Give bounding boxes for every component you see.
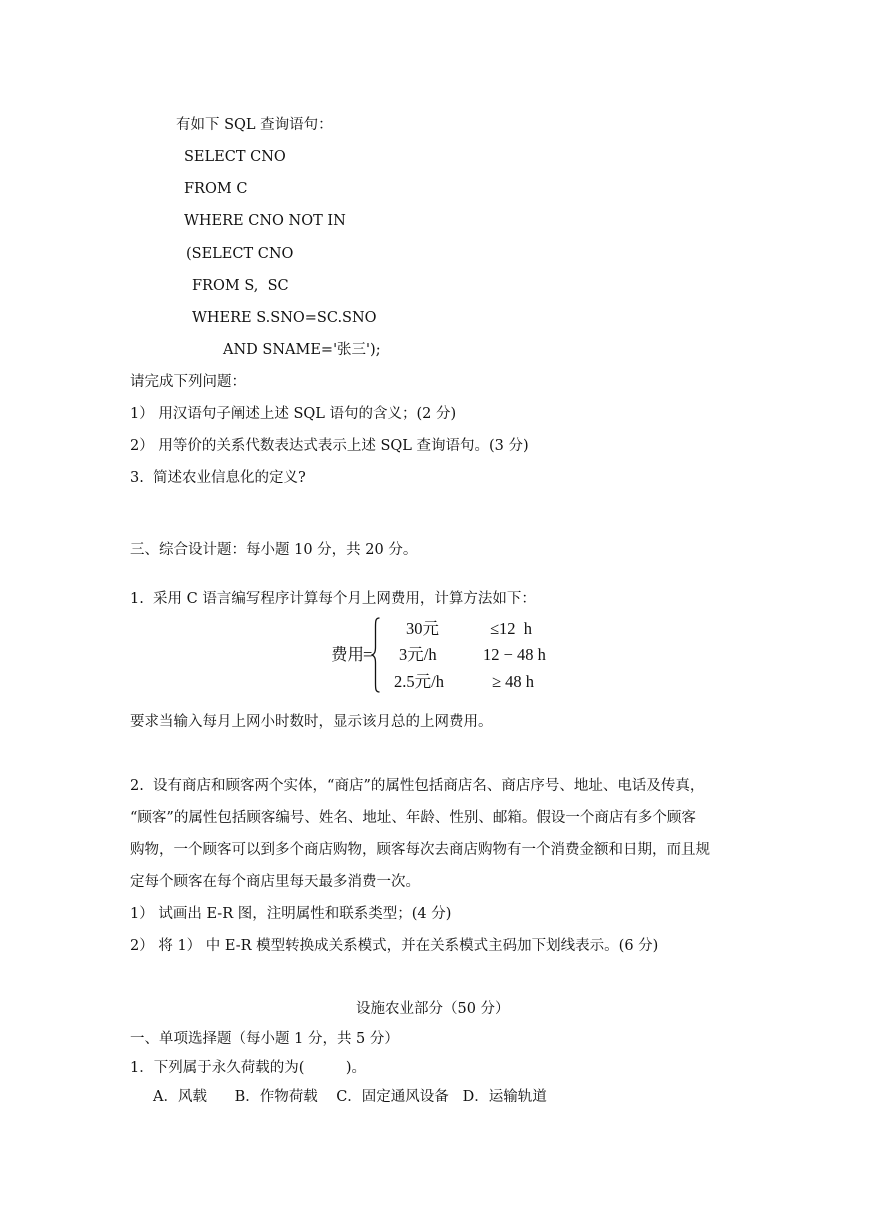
question-item: 2） 用等价的关系代数表达式表示上述 SQL 查询语句。(3 分) (130, 438, 529, 454)
question-options: A．风载 B．作物荷载 C．固定通风设备 D．运输轨道 (153, 1089, 547, 1105)
sql-code-line: FROM S, SC (192, 278, 289, 294)
question-text: 1. 采用 C 语言编写程序计算每个月上网费用，计算方法如下： (130, 591, 536, 607)
formula-case-range: 12 − 48 h (483, 645, 546, 664)
question-requirement: 要求当输入每月上网小时数时，显示该月总的上网费用。 (130, 714, 493, 730)
left-brace-icon (371, 617, 380, 693)
paragraph-line: 定每个顾客在每个商店里每天最多消费一次。 (130, 874, 420, 890)
sql-prompt: 请完成下列问题： (130, 374, 246, 390)
sql-intro: 有如下 SQL 查询语句： (176, 117, 333, 133)
question-text: 1．下列属于永久荷载的为( )。 (130, 1060, 367, 1076)
sql-code-line: FROM C (184, 181, 248, 197)
formula-case-fee: 3元/h (399, 645, 437, 664)
question-item: 2） 将 1） 中 E-R 模型转换成关系模式，并在关系模式主码加下划线表示。(6 分) (130, 938, 659, 954)
section-title: 设施农业部分（50 分） (356, 1001, 510, 1017)
formula-label: 费用 (331, 645, 364, 664)
question-item: 1） 试画出 E-R 图，注明属性和联系类型；(4 分) (130, 906, 452, 922)
paragraph-line: 购物，一个顾客可以到多个商店购物，顾客每次去商店购物有一个消费金额和日期，而且规 (130, 842, 710, 858)
formula-equals: = (363, 645, 373, 664)
formula-case-fee: 30元 (406, 619, 439, 638)
sql-code-line: SELECT CNO (184, 149, 286, 165)
sql-code-line: WHERE S.SNO=SC.SNO (192, 310, 377, 326)
section-heading: 一、单项选择题（每小题 1 分，共 5 分） (130, 1031, 399, 1047)
question-item: 3. 简述农业信息化的定义? (130, 470, 306, 486)
formula-case-range: ≥ 48 h (492, 672, 535, 691)
paragraph-line: 2. 设有商店和顾客两个实体，“商店”的属性包括商店名、商店序号、地址、电话及传真， (130, 778, 705, 794)
sql-code-line: AND SNAME='张三'); (223, 342, 381, 358)
paragraph-line: “顾客”的属性包括顾客编号、姓名、地址、年龄、性别、邮箱。假设一个商店有多个顾客 (130, 810, 696, 826)
sql-code-line: (SELECT CNO (186, 246, 294, 262)
section-heading: 三、综合设计题：每小题 10 分，共 20 分。 (130, 542, 418, 558)
formula-case-range: ≤12 h (490, 619, 533, 638)
sql-code-line: WHERE CNO NOT IN (184, 213, 346, 229)
question-item: 1） 用汉语句子阐述上述 SQL 语句的含义；(2 分) (130, 406, 457, 422)
formula-case-fee: 2.5元/h (394, 672, 444, 691)
